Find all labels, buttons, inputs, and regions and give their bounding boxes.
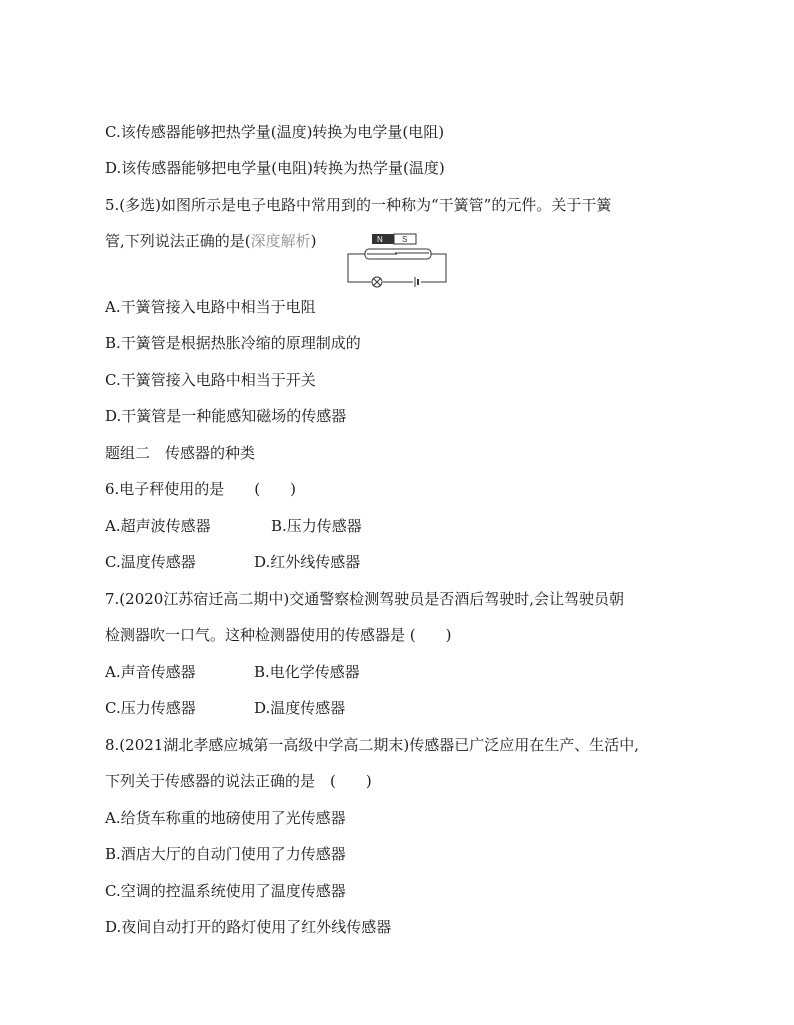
magnet-n-label: N	[377, 235, 383, 244]
q5-stem-line2	[105, 231, 317, 251]
q5-option-d: D.干簧管是一种能感知磁场的传感器	[105, 407, 347, 425]
q7-option-a: A.声音传感器	[105, 663, 196, 681]
q5-analysis-note: 深度解析	[250, 232, 311, 250]
reed-switch-circuit-figure	[345, 232, 449, 288]
q8-stem-line1: 8.(2021湖北孝感应城第一高级中学高二期末)传感器已广泛应用在生产、生活中,	[105, 736, 639, 754]
magnet-s-label: S	[402, 235, 408, 244]
q7-option-b: B.电化学传感器	[254, 663, 360, 681]
q5-stem-line1: 5.(多选)如图所示是电子电路中常用到的一种称为“干簧管”的元件。关于干簧	[105, 196, 612, 214]
q5-note-open: (	[244, 232, 251, 250]
q8-option-a: A.给货车称重的地磅使用了光传感器	[105, 809, 346, 827]
magnet-n-pole	[372, 234, 394, 244]
q5-option-c: C.干簧管接入电路中相当于开关	[105, 371, 316, 389]
q5-option-a: A.干簧管接入电路中相当于电阻	[105, 298, 316, 316]
q6-option-b: B.压力传感器	[271, 517, 362, 535]
q8-option-b: B.酒店大厅的自动门使用了力传感器	[105, 845, 346, 863]
q7-stem-line1: 7.(2020江苏宿迁高二期中)交通警察检测驾驶员是否酒后驾驶时,会让驾驶员朝	[105, 590, 624, 608]
q6-option-c: C.温度传感器	[105, 553, 196, 571]
q5-option-b: B.干簧管是根据热胀冷缩的原理制成的	[105, 334, 361, 352]
q4-option-d: D.该传感器能够把电学量(电阻)转换为热学量(温度)	[105, 159, 445, 177]
q7-stem-line2: 检测器吹一口气。这种检测器使用的传感器是 ( )	[105, 626, 452, 644]
section-title: 题组二 传感器的种类	[105, 444, 256, 462]
q6-option-a: A.超声波传感器	[105, 517, 211, 535]
q8-option-c: C.空调的控温系统使用了温度传感器	[105, 882, 346, 900]
q5-note-close: )	[310, 232, 317, 250]
q8-option-d: D.夜间自动打开的路灯使用了红外线传感器	[105, 918, 392, 936]
q6-option-d: D.红外线传感器	[254, 553, 361, 571]
q7-option-d: D.温度传感器	[254, 699, 346, 717]
q5-stem-text: 管,下列说法正确的是	[105, 232, 245, 250]
q7-option-c: C.压力传感器	[105, 699, 196, 717]
q8-stem-line2: 下列关于传感器的说法正确的是 ( )	[105, 772, 372, 790]
q4-option-c: C.该传感器能够把热学量(温度)转换为电学量(电阻)	[105, 123, 445, 141]
q6-stem: 6.电子秤使用的是 ( )	[105, 480, 297, 498]
